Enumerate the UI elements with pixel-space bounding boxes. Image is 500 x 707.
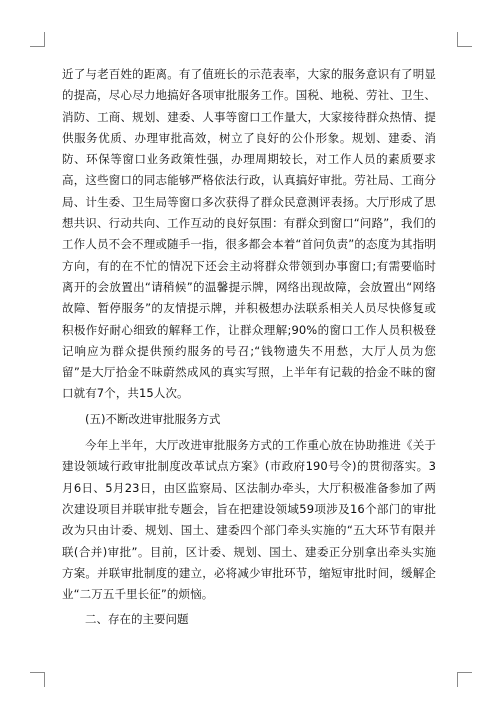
document-body (62, 64, 436, 636)
paragraph-service-attitude: 近了与老百姓的距离。有了值班长的示范表率，大家的服务意识有了明显的提高，尽心尽力地搞好各项审批服务工作。国税、地税、劳社、卫生、消防、工商、规划、建委、人事等窗口工作量大，大家接待群众热情、提供服务优质、办理审批高效，树立了良好的公仆形象。规划、建委、消防、环保等窗口业务政策性强，办理周期较长，对工作人员的素质要求高，这些窗口的同志能够严格依法行政，认真搞好审批。劳社局、工商分局、计生委、卫生局等窗口多次获得了群众民意测评表扬。大厅形成了思想共识、行动共向、工作互动的良好氛围：有群众到窗口“问路”，我们的工作人员不会不理或随手一指，很多都会本着“首问负责”的态度为其指明方向，有的在不忙的情况下还会主动将群众带领到办事窗口;有需要临时离开的会放置出“请稍候”的温馨提示牌，网络出现故障，会放置出“网络故障、暂停服务”的友情提示牌，并积极想办法联系相关人员尽快修复或积极作好耐心细致的解释工作，让群众理解;90%的窗口工作人员积极登记响应为群众提供预约服务的号召;“钱物遗失不用愁，大厅人员为您留”是大厅拾金不昧蔚然成风的真实写照，上半年有记载的拾金不昧的窗口就有7个，共15人次。 (62, 67, 436, 401)
section-heading-main-problems: 二、存在的主要问题 (85, 612, 189, 627)
crop-mark-top-right (457, 32, 472, 47)
section-heading-approval-methods: (五)不断改进审批服务方式 (85, 411, 221, 426)
crop-mark-top-left (30, 32, 45, 47)
paragraph-approval-reform: 今年上半年，大厅改进审批服务方式的工作重心放在协助推进《关于建设领域行政审批制度改革试点方案》(市政府190号令)的贯彻落实。3月6日、5月23日，由区监察局、区法制办牵头，大厅积极准备参加了两次建设项目并联审批专题会，旨在把建设领域59项涉及16个部门的审批改为只由计委、规划、国土、建委四个部门牵头实施的“五大环节有限并联(合并)审批”。目前，区计委、规划、国土、建委正分别拿出牵头实施方案。并联审批制度的建立，必将减少审批环节，缩短审批时间，缓解企业“二万五千里长征”的烦恼。 (62, 438, 436, 602)
crop-mark-bottom-left (30, 672, 45, 687)
crop-mark-bottom-right (457, 672, 472, 687)
